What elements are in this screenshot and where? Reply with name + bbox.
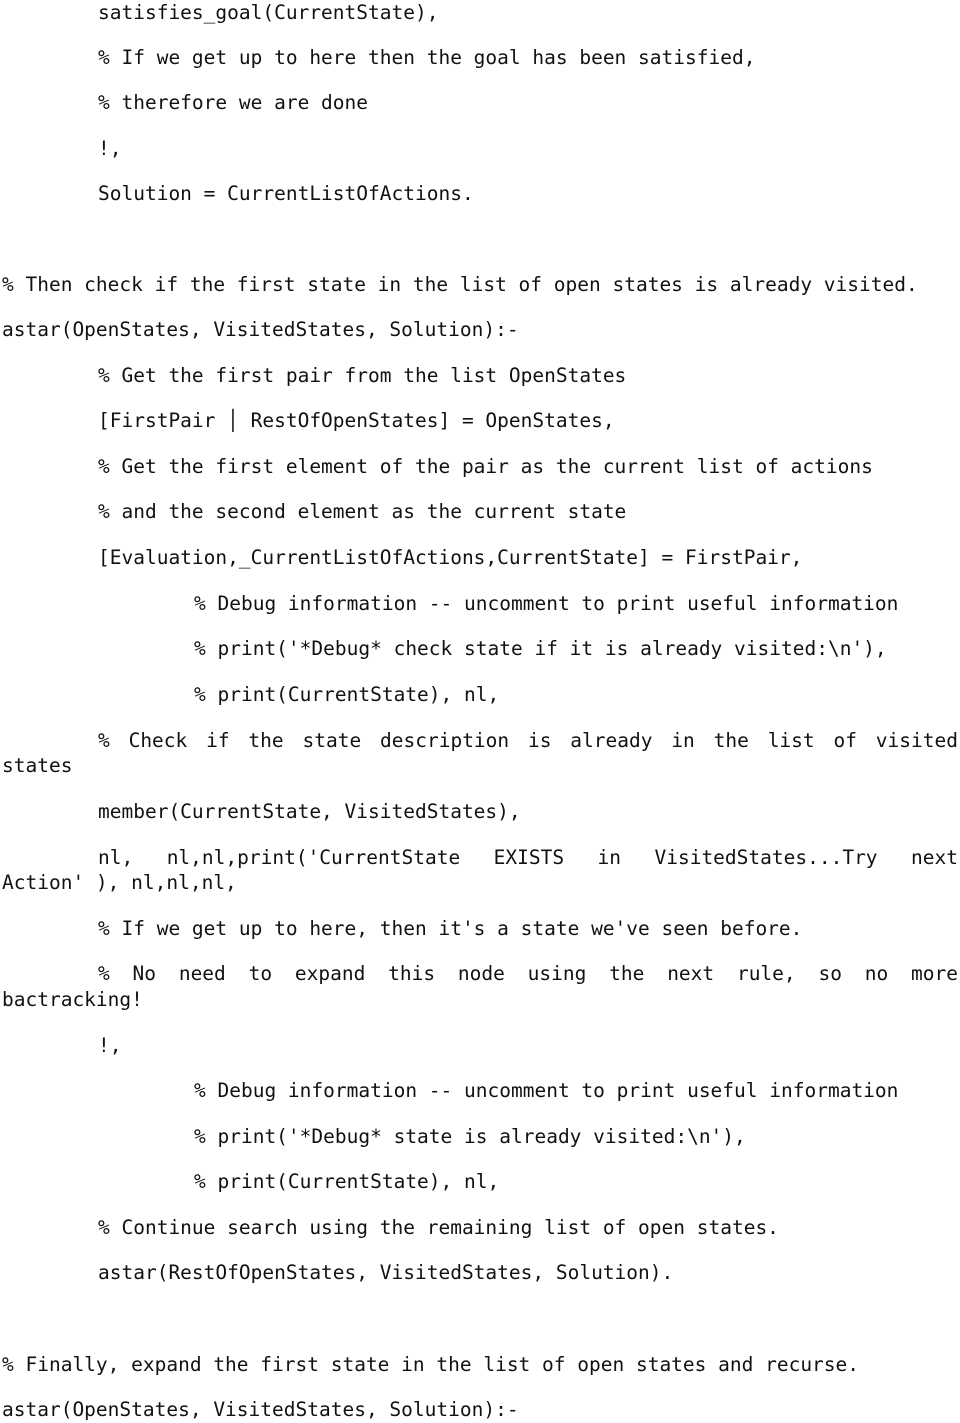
code-line: astar(OpenStates, VisitedStates, Solution):- (2, 318, 519, 341)
code-comment: % Get the first pair from the list OpenStates (98, 364, 627, 387)
code-comment-justified: % No need to expand this node using the next rule, so no more (98, 962, 958, 985)
code-comment: % and the second element as the current state (98, 500, 627, 523)
code-comment: % If we get up to here, then it's a state we've seen before. (98, 917, 803, 940)
code-line: astar(OpenStates, VisitedStates, Solution):- (2, 1398, 519, 1421)
code-comment: % print(CurrentState), nl, (194, 1170, 500, 1193)
code-comment: % print('*Debug* state is already visited:\n'), (194, 1125, 746, 1148)
code-line: [Evaluation,_CurrentListOfActions,CurrentState] = FirstPair, (98, 546, 803, 569)
code-comment: % Get the first element of the pair as the current list of actions (98, 455, 873, 478)
code-comment: % print(CurrentState), nl, (194, 683, 500, 706)
code-comment: % Finally, expand the first state in the list of open states and recurse. (2, 1353, 860, 1376)
code-comment-continuation: states (2, 754, 73, 777)
code-comment: % Debug information -- uncomment to print useful information (194, 592, 899, 615)
code-line: member(CurrentState, VisitedStates), (98, 800, 521, 823)
code-line-continuation: Action' ), nl,nl,nl, (2, 871, 237, 894)
code-comment-justified: % Check if the state description is already in the list of visited (98, 729, 958, 752)
code-comment: % print('*Debug* check state if it is already visited:\n'), (194, 637, 887, 660)
code-comment-continuation: bactracking! (2, 988, 143, 1011)
code-line: !, (98, 137, 122, 160)
code-comment: % therefore we are done (98, 91, 369, 114)
code-line: satisfies_goal(CurrentState), (98, 1, 439, 24)
code-line: Solution = CurrentListOfActions. (98, 182, 474, 205)
code-line: astar(RestOfOpenStates, VisitedStates, Solution). (98, 1261, 674, 1284)
code-line-justified: nl, nl,nl,print('CurrentState EXISTS in VisitedStates...Try next (98, 846, 958, 869)
code-line: [FirstPair │ RestOfOpenStates] = OpenStates, (98, 409, 615, 432)
code-comment: % Debug information -- uncomment to print useful information (194, 1079, 899, 1102)
code-line: !, (98, 1034, 122, 1057)
code-comment: % Continue search using the remaining list of open states. (98, 1216, 779, 1239)
code-comment: % Then check if the first state in the list of open states is already visited. (2, 273, 918, 296)
code-comment: % If we get up to here then the goal has been satisfied, (98, 46, 756, 69)
